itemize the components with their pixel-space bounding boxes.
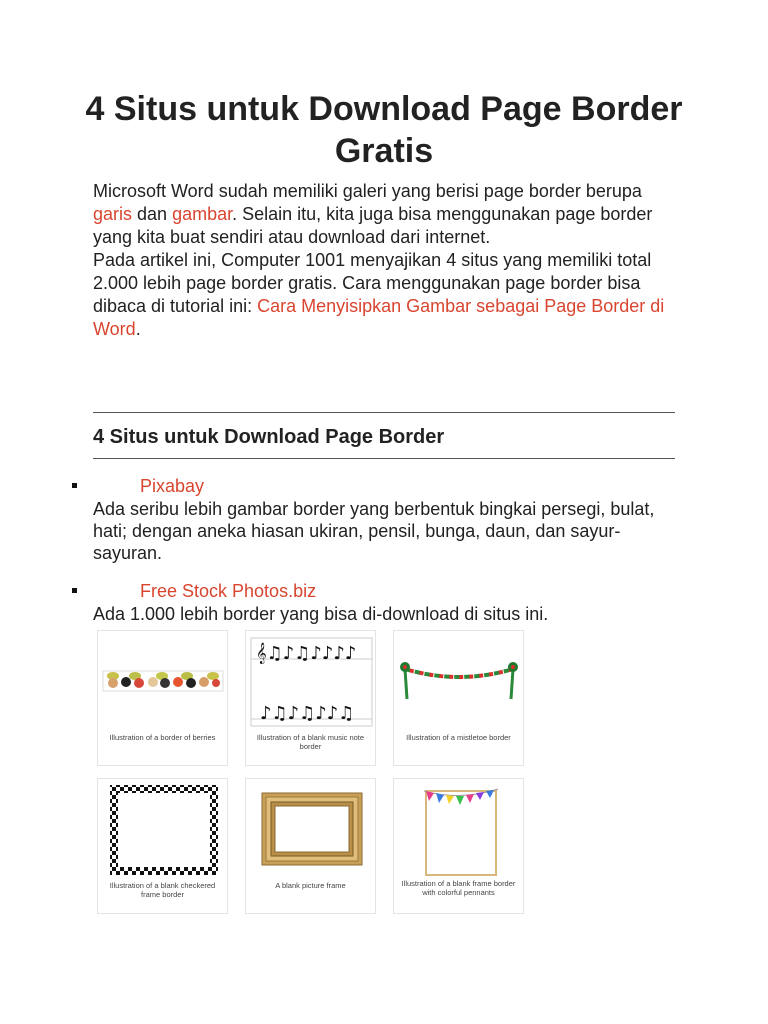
section-heading: 4 Situs untuk Download Page Border bbox=[93, 426, 445, 448]
svg-text:♪♫♪♫♪♪♫: ♪♫♪♫♪♪♫ bbox=[260, 703, 355, 724]
svg-text:𝄞♫♪♫♪♪♪♪: 𝄞♫♪♫♪♪♪♪ bbox=[256, 643, 357, 664]
gallery-caption: Illustration of a blank checkered frame border bbox=[109, 881, 216, 899]
music-note-border-icon bbox=[248, 635, 375, 729]
gallery-card[interactable] bbox=[393, 630, 524, 766]
list-item-pixabay bbox=[72, 475, 682, 565]
picture-frame-icon bbox=[260, 791, 364, 867]
gallery-card[interactable] bbox=[245, 630, 376, 766]
site-description: Ada 1.000 lebih border yang bisa di-download di situs ini. bbox=[93, 604, 549, 624]
site-description: Ada seribu lebih gambar border yang berbentuk bingkai persegi, bulat, hati; dengan aneka hiasan ukiran, pensil, bunga, daun, dan sayur-sayuran. bbox=[93, 499, 655, 563]
link-gambar[interactable]: gambar bbox=[172, 204, 233, 224]
bullet-icon bbox=[72, 483, 77, 488]
intro-paragraph-2: Pada artikel ini, Computer 1001 menyajikan 4 situs yang memiliki total 2.000 lebih page border gratis. Cara menggunakan page border bisa dibaca di tutorial ini: Cara Menyisipkan Gambar sebagai Page Border di Word. bbox=[93, 250, 665, 339]
link-garis[interactable]: garis bbox=[93, 204, 133, 224]
link-free-stock-photos[interactable]: Free Stock Photos.biz bbox=[140, 581, 317, 601]
gallery-caption: Illustration of a blank frame border with colorful pennants bbox=[401, 879, 516, 897]
divider-top bbox=[93, 412, 675, 413]
gallery-caption: Illustration of a blank music note border bbox=[256, 733, 365, 751]
berries-border-icon bbox=[101, 665, 225, 697]
page-title: 4 Situs untuk Download Page Border Gratis bbox=[85, 90, 683, 170]
intro-text bbox=[93, 180, 683, 341]
list-item-freestockphotos bbox=[72, 580, 682, 628]
gallery-card[interactable] bbox=[393, 778, 524, 914]
gallery-caption: Illustration of a border of berries bbox=[109, 733, 216, 742]
link-pixabay[interactable]: Pixabay bbox=[140, 476, 205, 496]
divider-bottom bbox=[93, 458, 675, 459]
gallery-caption: A blank picture frame bbox=[275, 881, 346, 890]
border-gallery bbox=[97, 630, 537, 920]
gallery-card[interactable] bbox=[245, 778, 376, 914]
gallery-card[interactable] bbox=[97, 778, 228, 914]
link-tutorial[interactable]: Cara Menyisipkan Gambar sebagai Page Border di Word bbox=[93, 296, 665, 339]
mistletoe-border-icon bbox=[397, 659, 521, 703]
gallery-caption: Illustration of a mistletoe border bbox=[406, 733, 511, 742]
bullet-icon bbox=[72, 588, 77, 593]
pennant-frame-icon bbox=[418, 783, 502, 879]
checkered-frame-icon bbox=[108, 783, 220, 877]
gallery-card[interactable] bbox=[97, 630, 228, 766]
intro-paragraph-1: Microsoft Word sudah memiliki galeri yang berisi page border berupa garis dan gambar. Selain itu, kita juga bisa menggunakan page border yang kita buat sendiri atau download dari internet. bbox=[93, 181, 653, 247]
